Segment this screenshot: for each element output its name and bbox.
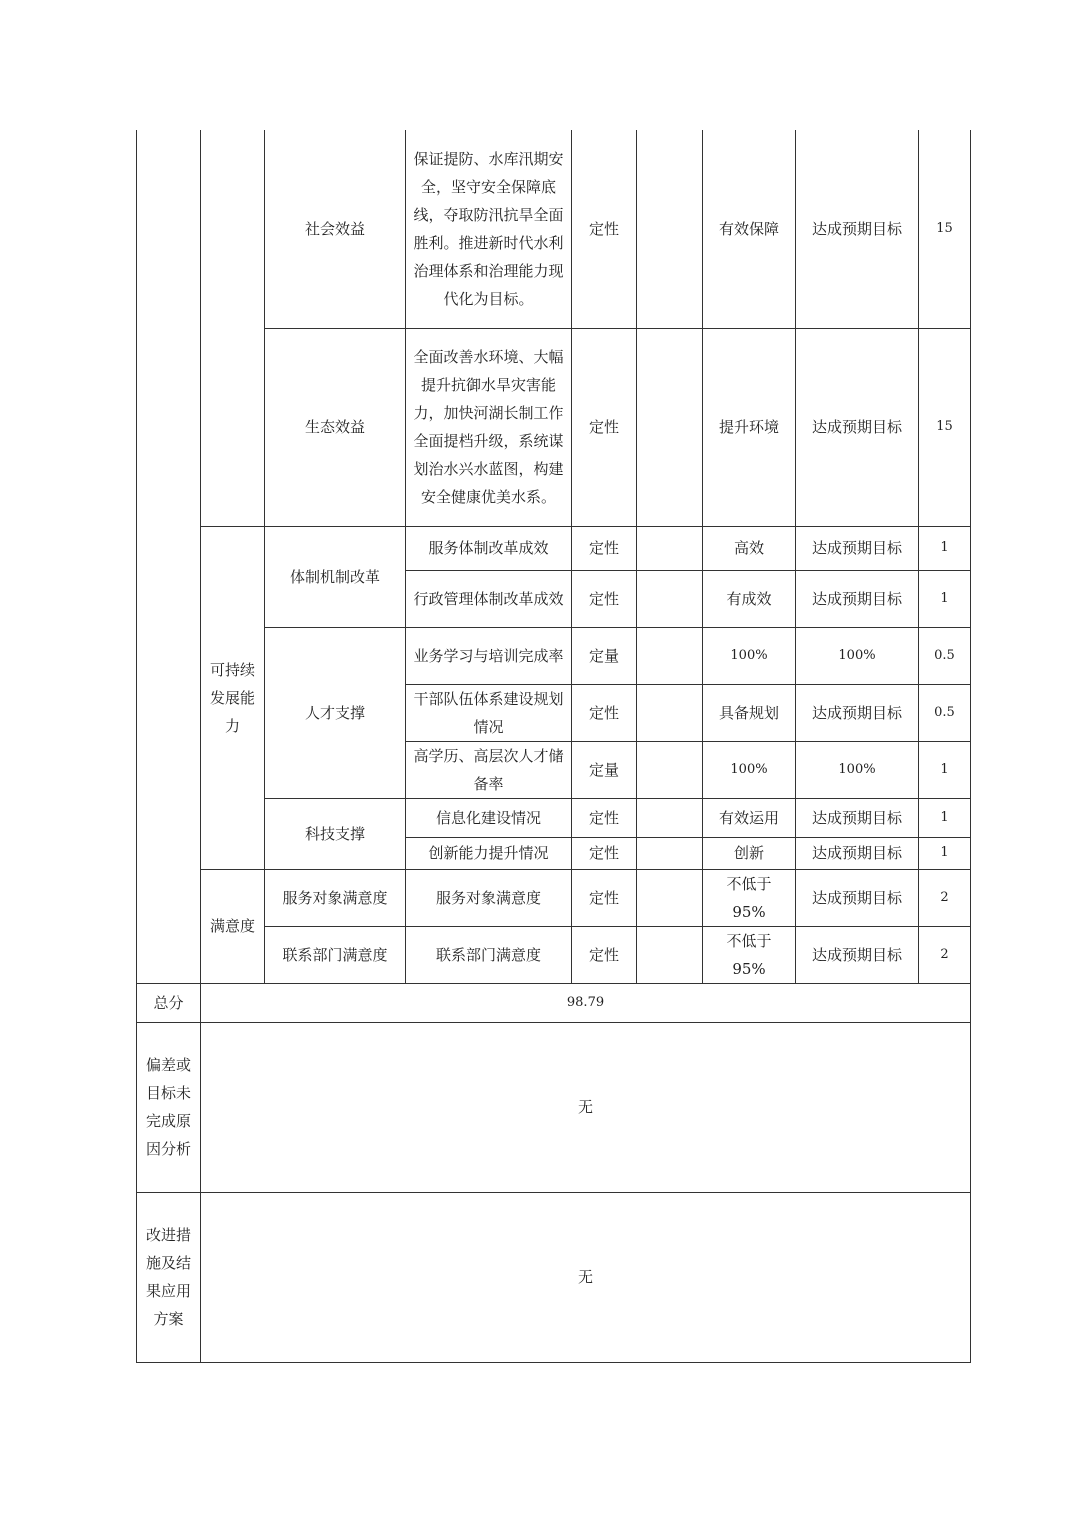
improve-row: [137, 1192, 971, 1362]
indicator-result: 100%: [796, 741, 919, 798]
indicator-target: [637, 798, 703, 837]
indicator-score: 1: [919, 570, 971, 627]
indicator-desc: 创新能力提升情况: [406, 837, 572, 869]
indicator-score: 1: [919, 526, 971, 570]
indicator-target: [637, 627, 703, 684]
indicator-actual: 提升环境: [703, 328, 796, 526]
indicator-desc: 业务学习与培训完成率: [406, 627, 572, 684]
subcategory-cell: [201, 130, 265, 526]
indicator-type: 定性: [572, 570, 637, 627]
indicator-actual: 不低于95%: [703, 926, 796, 983]
indicator-desc: 保证提防、水库汛期安全，坚守安全保障底线，夺取防汛抗旱全面胜利。推进新时代水利治理体系和治理能力现代化为目标。: [406, 130, 572, 328]
indicator-actual: 有成效: [703, 570, 796, 627]
category-cell: [137, 130, 201, 983]
table-row: [137, 869, 971, 926]
indicator-type: 定性: [572, 328, 637, 526]
indicator-type: 定性: [572, 526, 637, 570]
indicator-target: [637, 130, 703, 328]
total-label: 总分: [137, 983, 201, 1022]
indicator-result: 达成预期目标: [796, 837, 919, 869]
deviation-value: 无: [201, 1022, 971, 1192]
indicator-target: [637, 684, 703, 741]
tech-label: 科技支撑: [265, 798, 406, 869]
indicator-target: [637, 741, 703, 798]
performance-table: [136, 130, 971, 1363]
indicator-type: 定量: [572, 627, 637, 684]
indicator-type: 定性: [572, 130, 637, 328]
indicator-score: 2: [919, 869, 971, 926]
indicator-result: 达成预期目标: [796, 926, 919, 983]
indicator-result: 达成预期目标: [796, 130, 919, 328]
indicator-score: 15: [919, 328, 971, 526]
indicator-desc: 行政管理体制改革成效: [406, 570, 572, 627]
satisfaction-item-label: 服务对象满意度: [265, 869, 406, 926]
indicator-actual: 具备规划: [703, 684, 796, 741]
indicator-score: 1: [919, 741, 971, 798]
indicator-score: 1: [919, 798, 971, 837]
indicator-result: 达成预期目标: [796, 570, 919, 627]
sustainability-label: 可持续发展能力: [201, 526, 265, 869]
indicator-desc: 服务体制改革成效: [406, 526, 572, 570]
indicator-target: [637, 869, 703, 926]
indicator-score: 1: [919, 837, 971, 869]
improve-label: 改进措施及结果应用方案: [137, 1192, 201, 1362]
satisfaction-item-label: 联系部门满意度: [265, 926, 406, 983]
indicator-result: 达成预期目标: [796, 328, 919, 526]
indicator-target: [637, 570, 703, 627]
indicator-result: 达成预期目标: [796, 526, 919, 570]
indicator-desc: 干部队伍体系建设规划情况: [406, 684, 572, 741]
deviation-label: 偏差或目标未完成原因分析: [137, 1022, 201, 1192]
table-row: [137, 526, 971, 570]
indicator-result: 达成预期目标: [796, 798, 919, 837]
indicator-score: 0.5: [919, 627, 971, 684]
indicator-desc: 高学历、高层次人才储备率: [406, 741, 572, 798]
indicator-result: 达成预期目标: [796, 684, 919, 741]
indicator-desc: 全面改善水环境、大幅提升抗御水旱灾害能力，加快河湖长制工作全面提档升级，系统谋划治水兴水蓝图，构建安全健康优美水系。: [406, 328, 572, 526]
indicator-desc: 联系部门满意度: [406, 926, 572, 983]
indicator-score: 0.5: [919, 684, 971, 741]
indicator-score: 2: [919, 926, 971, 983]
indicator-actual: 有效保障: [703, 130, 796, 328]
indicator-desc: 服务对象满意度: [406, 869, 572, 926]
indicator-target: [637, 926, 703, 983]
indicator-type: 定性: [572, 837, 637, 869]
indicator-actual: 高效: [703, 526, 796, 570]
indicator-target: [637, 837, 703, 869]
indicator-result: 达成预期目标: [796, 869, 919, 926]
indicator-type: 定性: [572, 869, 637, 926]
indicator-type: 定性: [572, 684, 637, 741]
total-row: [137, 983, 971, 1022]
indicator-type: 定性: [572, 798, 637, 837]
table-row: [137, 130, 971, 328]
indicator-result: 100%: [796, 627, 919, 684]
indicator-actual: 100%: [703, 627, 796, 684]
indicator-desc: 信息化建设情况: [406, 798, 572, 837]
reform-label: 体制机制改革: [265, 526, 406, 627]
indicator-actual: 不低于95%: [703, 869, 796, 926]
indicator-target: [637, 526, 703, 570]
indicator-label: 生态效益: [265, 328, 406, 526]
deviation-row: [137, 1022, 971, 1192]
indicator-actual: 100%: [703, 741, 796, 798]
indicator-type: 定量: [572, 741, 637, 798]
indicator-actual: 创新: [703, 837, 796, 869]
total-value: 98.79: [201, 983, 971, 1022]
indicator-label: 社会效益: [265, 130, 406, 328]
indicator-type: 定性: [572, 926, 637, 983]
indicator-actual: 有效运用: [703, 798, 796, 837]
talent-label: 人才支撑: [265, 627, 406, 798]
satisfaction-label: 满意度: [201, 869, 265, 983]
indicator-score: 15: [919, 130, 971, 328]
improve-value: 无: [201, 1192, 971, 1362]
indicator-target: [637, 328, 703, 526]
